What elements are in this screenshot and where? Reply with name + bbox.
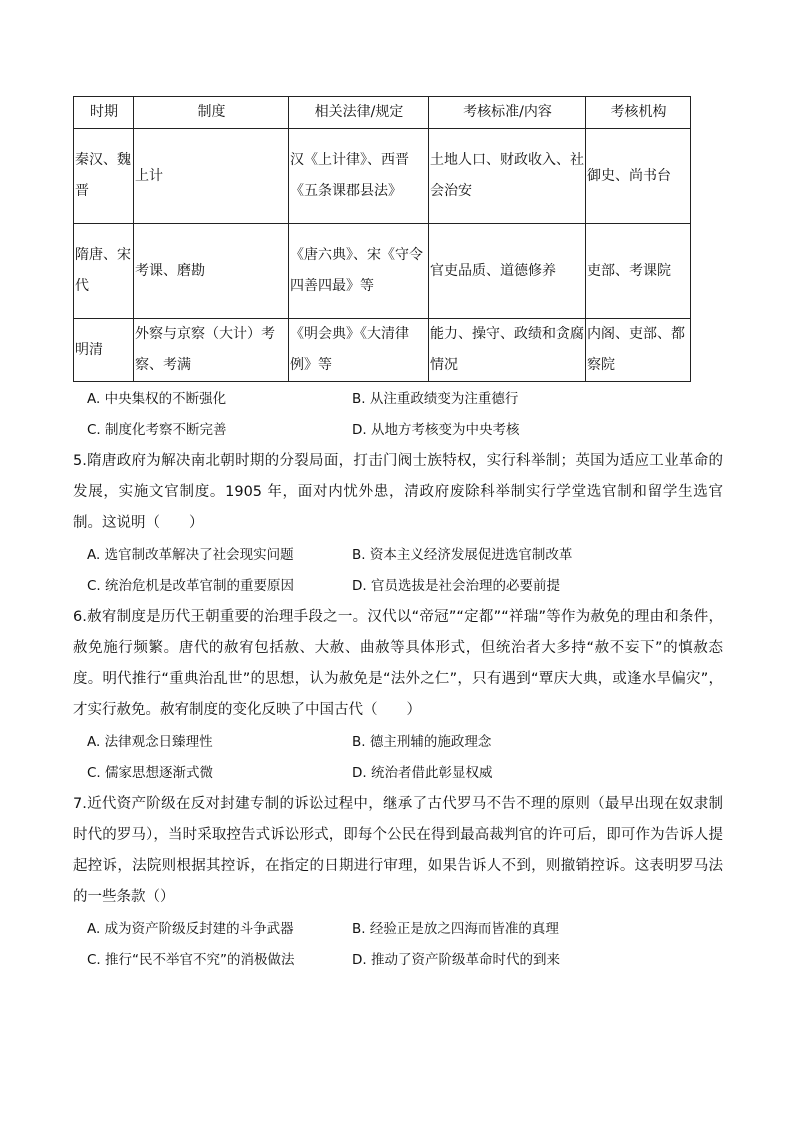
table-cell: 汉《上计律》、西晋《五条课郡县法》 (289, 129, 429, 224)
q6-option-b[interactable]: B. 德主刑辅的施政理念 (352, 734, 492, 750)
table-cell: 《唐六典》、宋《守令四善四最》等 (289, 224, 429, 319)
q4-option-d[interactable]: D. 从地方考核变为中央考核 (352, 422, 520, 438)
table-cell: 秦汉、魏晋 (74, 129, 134, 224)
table-cell: 土地人口、财政收入、社会治安 (429, 129, 586, 224)
q5-option-b[interactable]: B. 资本主义经济发展促进选官制改革 (352, 547, 573, 563)
header-cell: 考核标准/内容 (429, 97, 586, 129)
table-cell: 御史、尚书台 (586, 129, 691, 224)
q5-option-c[interactable]: C. 统治危机是改革官制的重要原因 (87, 578, 295, 594)
q5-stem: 5.隋唐政府为解决南北朝时期的分裂局面，打击门阀士族特权，实行科举制；英国为适应工业革命的发展，实施文官制度。1905 年，面对内忧外患，清政府废除科举制实行学堂选官制和留学生选官制。这说明（ ） (73, 453, 723, 531)
table-cell: 隋唐、宋代 (74, 224, 134, 319)
q7-option-b[interactable]: B. 经验正是放之四海而皆准的真理 (352, 921, 559, 937)
assessment-table (73, 96, 691, 382)
table-cell: 《明会典》《大清律例》等 (289, 319, 429, 382)
q4-option-a[interactable]: A. 中央集权的不断强化 (87, 391, 227, 407)
table-cell: 吏部、考课院 (586, 224, 691, 319)
q6-option-d[interactable]: D. 统治者借此彰显权威 (352, 765, 493, 781)
table-cell: 考课、磨勘 (134, 224, 289, 319)
q5-option-a[interactable]: A. 选官制改革解决了社会现实问题 (87, 547, 294, 563)
table-row (74, 224, 691, 319)
q7-option-d[interactable]: D. 推动了资产阶级革命时代的到来 (352, 952, 560, 968)
table-row (74, 319, 691, 382)
table-cell: 外察与京察（大计）考察、考满 (134, 319, 289, 382)
header-cell: 考核机构 (586, 97, 691, 129)
header-cell: 制度 (134, 97, 289, 129)
q6-option-a[interactable]: A. 法律观念日臻理性 (87, 734, 213, 750)
q6-option-c[interactable]: C. 儒家思想逐渐式微 (87, 765, 214, 781)
table-cell: 内阁、吏部、都察院 (586, 319, 691, 382)
table-cell: 上计 (134, 129, 289, 224)
table-cell: 明清 (74, 319, 134, 382)
table-row (74, 129, 691, 224)
table-cell: 官吏品质、道德修养 (429, 224, 586, 319)
q4-option-c[interactable]: C. 制度化考察不断完善 (87, 422, 227, 438)
table-cell: 能力、操守、政绩和贪腐情况 (429, 319, 586, 382)
q7-option-a[interactable]: A. 成为资产阶级反封建的斗争武器 (87, 921, 294, 937)
header-cell: 相关法律/规定 (289, 97, 429, 129)
q6-stem: 6.赦宥制度是历代王朝重要的治理手段之一。汉代以“帝冠”“定都”“祥瑞”等作为赦免的理由和条件，赦免施行频繁。唐代的赦宥包括赦、大赦、曲赦等具体形式，但统治者大多持“赦不妄下”的慎赦态度。明代推行“重典治乱世”的思想，认为赦免是“法外之仁”，只有遇到“覃庆大典，或逢水旱偏灾”，才实行赦免。赦宥制度的变化反映了中国古代（ ） (73, 609, 723, 718)
q4-option-b[interactable]: B. 从注重政绩变为注重德行 (352, 391, 519, 407)
table-header-row (74, 97, 691, 129)
q7-stem: 7.近代资产阶级在反对封建专制的诉讼过程中，继承了古代罗马不告不理的原则（最早出现在奴隶制时代的罗马），当时采取控告式诉讼形式，即每个公民在得到最高裁判官的许可后，即可作为告诉人提起控诉，法院则根据其控诉，在指定的日期进行审理，如果告诉人不到，则撤销控诉。这表明罗马法的一些条款（） (73, 796, 723, 905)
header-cell: 时期 (74, 97, 134, 129)
q5-option-d[interactable]: D. 官员选拔是社会治理的必要前提 (352, 578, 560, 594)
q7-option-c[interactable]: C. 推行“民不举官不究”的消极做法 (87, 952, 295, 968)
